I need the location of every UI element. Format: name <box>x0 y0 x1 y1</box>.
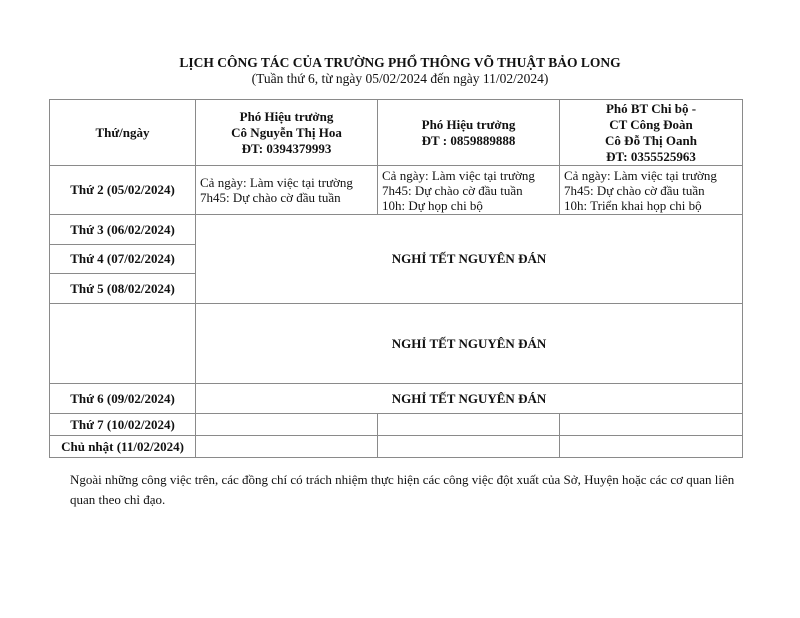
header-col1-role: Phó Hiệu trưởng <box>239 108 334 124</box>
footer-note: Ngoài những công việc trên, các đồng chí có trách nhiệm thực hiện các công việc đột xuất của Sở, Huyện hoặc các cơ quan liên quan theo chỉ đạo. <box>70 472 735 507</box>
table-row <box>50 215 743 245</box>
header-col3-phone: ĐT: 0355525963 <box>606 148 696 164</box>
day-cell: Thứ 4 (07/02/2024) <box>50 245 196 274</box>
task-line: Cả ngày: Làm việc tại trường <box>382 167 535 183</box>
table-row <box>50 436 743 458</box>
header-col3-name: Cô Đỗ Thị Oanh <box>605 132 697 148</box>
header-row <box>50 100 743 166</box>
day-cell: Thứ 3 (06/02/2024) <box>50 215 196 245</box>
header-vice-principal-2 <box>378 100 560 166</box>
header-col2-phone: ĐT : 0859889888 <box>421 132 516 148</box>
task-cell <box>196 436 378 458</box>
task-line: 10h: Dự họp chi bộ <box>382 197 483 213</box>
task-cell <box>196 414 378 436</box>
schedule-table <box>49 99 743 458</box>
document-title: LỊCH CÔNG TÁC CỦA TRƯỜNG PHỔ THÔNG VÕ THUẬT BẢO LONG <box>179 55 621 70</box>
task-cell <box>378 436 560 458</box>
holiday-block: NGHỈ TẾT NGUYÊN ĐÁN <box>196 384 743 414</box>
table-row <box>50 384 743 414</box>
task-line: 7h45: Dự chào cờ đầu tuần <box>564 182 705 198</box>
header-col3-role2: CT Công Đoàn <box>609 116 693 132</box>
holiday-block: NGHỈ TẾT NGUYÊN ĐÁN <box>196 215 743 304</box>
day-cell: Chủ nhật (11/02/2024) <box>50 436 196 458</box>
day-cell <box>50 304 196 384</box>
task-line: 7h45: Dự chào cờ đầu tuần <box>200 190 341 205</box>
table-row <box>50 414 743 436</box>
table-row <box>50 304 743 384</box>
header-col2-role: Phó Hiệu trưởng <box>421 116 516 132</box>
task-line: Cả ngày: Làm việc tại trường <box>200 175 353 190</box>
day-cell: Thứ 7 (10/02/2024) <box>50 414 196 436</box>
day-cell: Thứ 6 (09/02/2024) <box>50 384 196 414</box>
header-party-union <box>560 100 743 166</box>
task-cell <box>378 166 560 215</box>
header-col3-role1: Phó BT Chi bộ - <box>605 100 697 116</box>
header-col1-phone: ĐT: 0394379993 <box>241 140 332 156</box>
task-cell <box>196 166 378 215</box>
day-cell: Thứ 2 (05/02/2024) <box>50 166 196 215</box>
task-line: 7h45: Dự chào cờ đầu tuần <box>382 182 523 198</box>
header-day <box>50 100 196 166</box>
day-cell: Thứ 5 (08/02/2024) <box>50 274 196 304</box>
task-line: 10h: Triển khai họp chi bộ <box>564 197 702 213</box>
header-vice-principal-1 <box>196 100 378 166</box>
task-cell <box>560 414 743 436</box>
table-row <box>50 166 743 215</box>
header-day-label: Thứ/ngày <box>95 124 150 140</box>
task-cell <box>378 414 560 436</box>
header-col1-name: Cô Nguyễn Thị Hoa <box>231 124 342 140</box>
holiday-block: NGHỈ TẾT NGUYÊN ĐÁN <box>196 304 743 384</box>
task-cell <box>560 166 743 215</box>
task-cell <box>560 436 743 458</box>
document-subtitle: (Tuần thứ 6, từ ngày 05/02/2024 đến ngày 11/02/2024) <box>251 71 549 86</box>
task-line: Cả ngày: Làm việc tại trường <box>564 167 717 183</box>
